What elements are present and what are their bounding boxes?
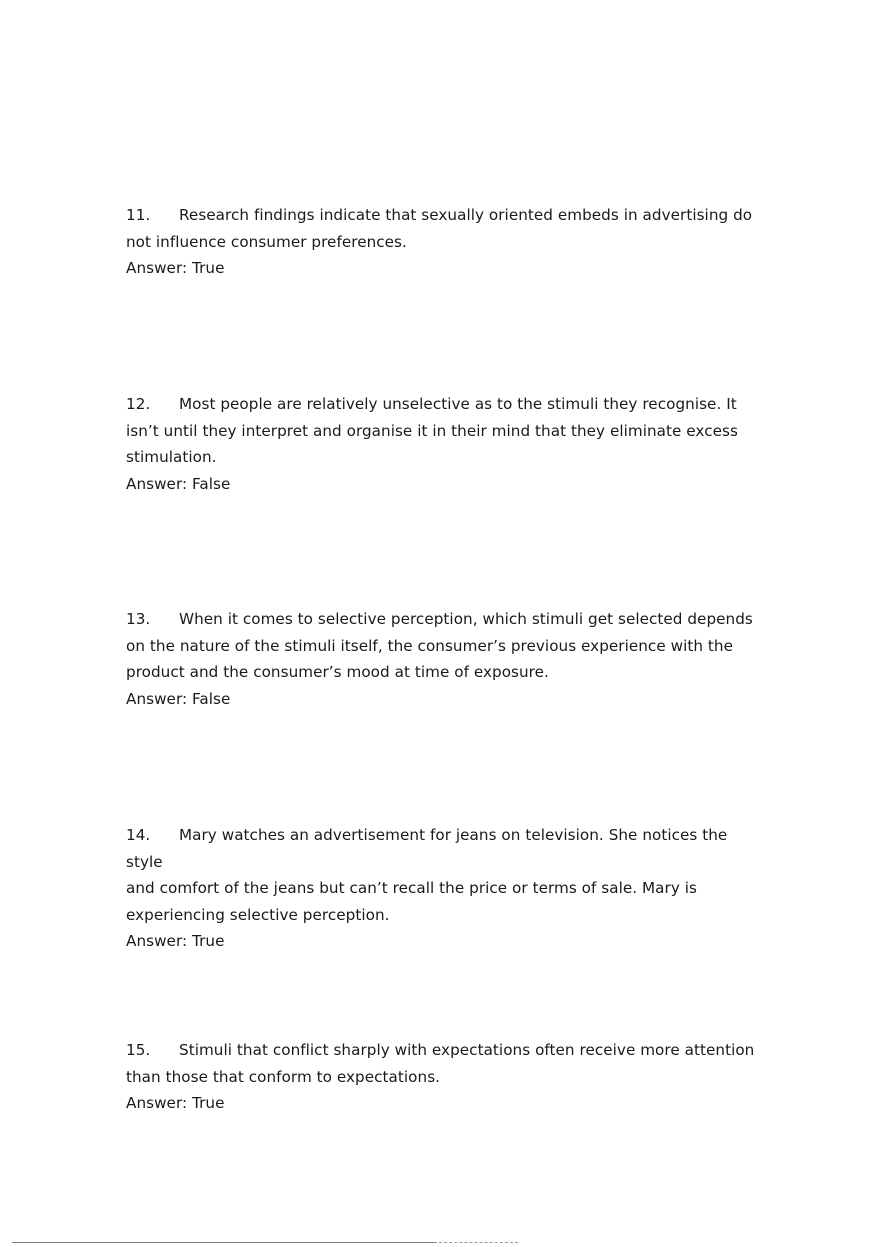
question-number: 14. [126,826,151,844]
question-number: 13. [126,610,151,628]
question-line: not influence consumer preferences. [126,232,407,251]
question-13 [126,606,766,712]
question-text [126,822,766,928]
question-answer: Answer: True [126,1094,225,1112]
question-answer: Answer: False [126,474,231,493]
question-line: stimulation. [126,448,217,466]
question-12 [126,391,766,497]
question-answer: Answer: False [126,689,231,708]
question-line: isn’t until they interpret and organise it in their mind that they eliminate excess [126,421,738,440]
question-lead: Research findings indicate that sexually oriented embeds in advertising do [179,206,753,224]
question-lead: Mary watches an advertisement for jeans on television. She notices the style [126,826,728,871]
question-lead: When it comes to selective perception, which stimuli get selected depends [179,610,753,628]
question-answer: Answer: True [126,259,225,277]
question-line: on the nature of the stimuli itself, the consumer’s previous experience with the [126,636,733,655]
question-text [126,606,766,686]
question-line: product and the consumer’s mood at time of exposure. [126,663,549,681]
question-line: and comfort of the jeans but can’t recall the price or terms of sale. Mary is [126,879,697,897]
question-line: experiencing selective perception. [126,905,390,924]
question-14 [126,822,766,955]
footer-divider-dashed [434,1242,518,1243]
footer-divider [12,1242,434,1243]
question-number: 15. [126,1041,151,1059]
question-lead: Most people are relatively unselective as to the stimuli they recognise. It [179,395,737,413]
question-11 [126,202,766,282]
question-text [126,202,766,255]
question-number: 11. [126,206,151,224]
question-line: than those that conform to expectations. [126,1067,441,1086]
question-answer: Answer: True [126,932,225,950]
question-lead: Stimuli that conflict sharply with expectations often receive more attention [179,1041,755,1059]
question-text [126,391,766,471]
question-15 [126,1037,766,1117]
question-text [126,1037,766,1090]
question-number: 12. [126,395,151,413]
